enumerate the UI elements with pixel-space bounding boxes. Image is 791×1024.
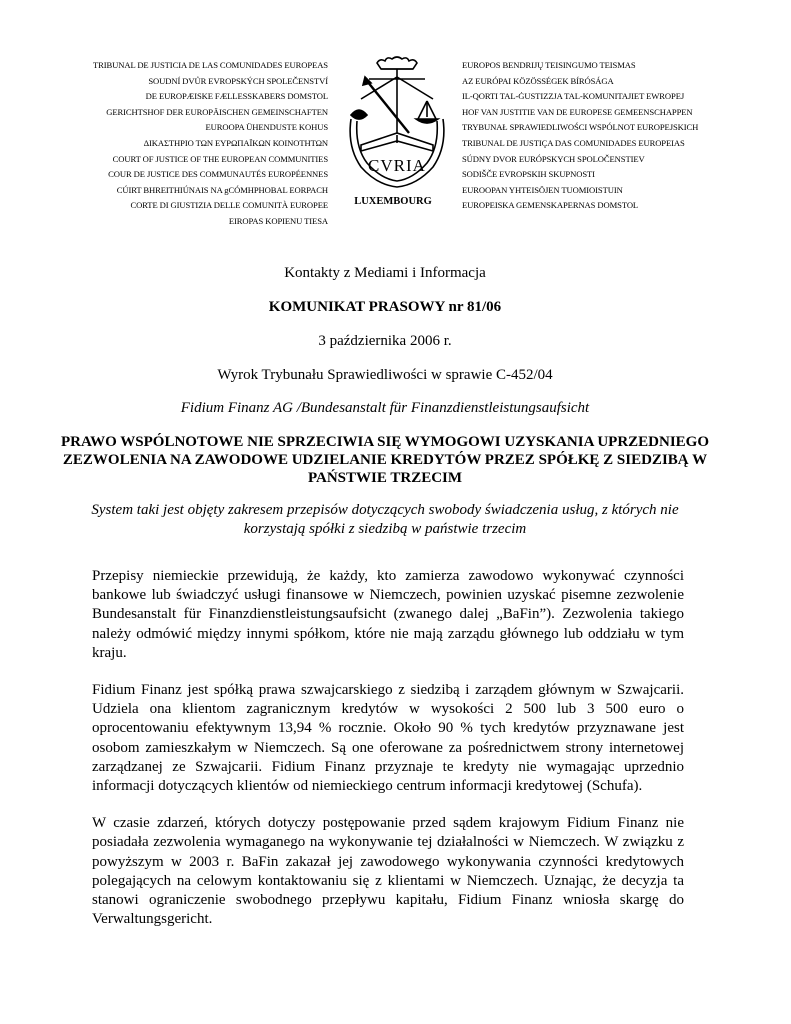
body-text [92,567,684,947]
court-name-it: CORTE DI GIUSTIZIA DELLE COMUNITÀ EUROPEE [130,200,328,211]
city-name: LUXEMBOURG [354,196,432,207]
paragraph: Przepisy niemieckie przewidują, że każdy, kto zamierza zawodowo wykonywać czynności bankowe lub świadczyć usługi finansowe w Niemczech, powinien uzyskać pisemne zezwolenie Bundesanstalt für Finanzdienstleistungsaufsicht (zwanego dalej „BaFin”). Zezwolenia takiego należy odmówić między innymi spółkom, które nie mają zarządu głównego lub oddziału w tym kraju. [92,568,684,661]
case-parties: Fidium Finanz AG /Bundesanstalt für Finanzdienstleistungsaufsicht [180,400,590,416]
court-name-ga: CÚIRT BHREITHIÚNAIS NA gCÓMHPHOBAL EORPACH [116,184,328,195]
court-name-el: ΔΙΚΑΣΤΗΡΙΟ ΤΩΝ ΕΥΡΩΠΑΪΚΩΝ ΚΟΙΝΟΤΗΤΩΝ [143,137,328,148]
court-names-right [462,58,762,214]
subheadline: System taki jest objęty zakresem przepisów dotyczących swobody świadczenia usług, z których nie korzystają spółki z siedzibą w państwie trzecim [91,502,679,537]
curia-emblem-icon [337,55,457,195]
judgment-line: Wyrok Trybunału Sprawiedliwości w sprawie C-452/04 [217,367,553,383]
court-name-da: DE EUROPÆISKE FÆLLESSKABERS DOMSTOL [145,91,328,102]
court-name-lt: EUROPOS BENDRIJŲ TEISINGUMO TEISMAS [462,60,636,70]
court-name-pl: TRYBUNAŁ SPRAWIEDLIWOŚCI WSPÓLNOT EUROPEJSKICH [462,122,699,133]
court-name-es: TRIBUNAL DE JUSTICIA DE LAS COMUNIDADES EUROPEAS [92,60,328,70]
court-name-sk: SÚDNY DVOR EURÓPSKYCH SPOLOČENSTIEV [462,153,645,164]
paragraph: W czasie zdarzeń, których dotyczy postępowanie przed sądem krajowym Fidium Finanz nie posiadała zezwolenia wymaganego na wykonywanie tej działalności w Niemczech. W związku z powyższym w 2003 r. BaFin zakazał jej zawodowego wykonywania czynności kredytowych polegających na celowym kontaktowaniu się z klientami w Niemczech. Uznając, że decyzja ta stanowi ograniczenie swobodnego przepływu kapitału, Fidium Finanz wniosła skargę do Verwaltungsgericht. [92,815,684,928]
court-name-pt: TRIBUNAL DE JUSTIÇA DAS COMUNIDADES EUROPEIAS [462,137,685,148]
court-name-mt: IL-QORTI TAL-ĠUSTIZZJA TAL-KOMUNITAJIET EWROPEJ [462,91,685,102]
court-name-hu: AZ EURÓPAI KÖZÖSSÉGEK BÍRÓSÁGA [462,75,614,86]
court-name-fi: EUROOPAN YHTEISÖJEN TUOMIOISTUIN [462,184,623,195]
headline: PRAWO WSPÓLNOTOWE NIE SPRZECIWIA SIĘ WYMOGOWI UZYSKANIA UPRZEDNIEGO ZEZWOLENIA NA ZAWODOWE UDZIELANIE KREDYTÓW PRZEZ SPÓŁKĘ Z SIEDZIBĄ W PAŃSTWIE TRZECIM [60,434,710,486]
court-name-fr: COUR DE JUSTICE DES COMMUNAUTÉS EUROPÉENNES [108,169,328,180]
release-date: 3 października 2006 r. [318,333,452,349]
court-name-cs: SOUDNÍ DVŮR EVROPSKÝCH SPOLEČENSTVÍ [148,75,328,86]
court-name-lv: EIROPAS KOPIENU TIESA [228,215,328,226]
court-name-de: GERICHTSHOF DER EUROPÄISCHEN GEMEINSCHAFTEN [106,106,328,117]
court-name-nl: HOF VAN JUSTITIE VAN DE EUROPESE GEMEENSCHAPPEN [462,106,693,117]
court-name-sv: EUROPEISKA GEMENSKAPERNAS DOMSTOL [462,200,639,211]
court-name-en: COURT OF JUSTICE OF THE EUROPEAN COMMUNITIES [112,153,328,164]
contacts-line: Kontakty z Mediami i Informacja [284,265,486,281]
court-name-et: EUROOPA ÜHENDUSTE KOHUS [205,122,328,133]
paragraph: Fidium Finanz jest spółką prawa szwajcarskiego z siedzibą i zarządem głównym w Szwajcarii. Udziela ona klientom zagranicznym kredytów w wysokości 2 500 lub 3 500 euro o oprocentowaniu efektywnym 13,94 % rocznie. Około 90 % tych kredytów przyznawane jest osobom zamieszkałym w Niemczech. Są one oferowane za pośrednictwem strony internetowej zarządzanej ze Szwajcarii. Fidium Finanz przyznaje te kredyty nie wymagając uprzednio informacji dotyczących klientów od niemieckiego centrum informacji kredytowej (Schufa). [92,682,684,795]
court-names-left [40,58,328,230]
emblem-lettering: CVRIA [368,156,426,175]
court-name-sl: SODIŠČE EVROPSKIH SKUPNOSTI [462,169,595,180]
press-release-number: KOMUNIKAT PRASOWY nr 81/06 [268,299,502,315]
